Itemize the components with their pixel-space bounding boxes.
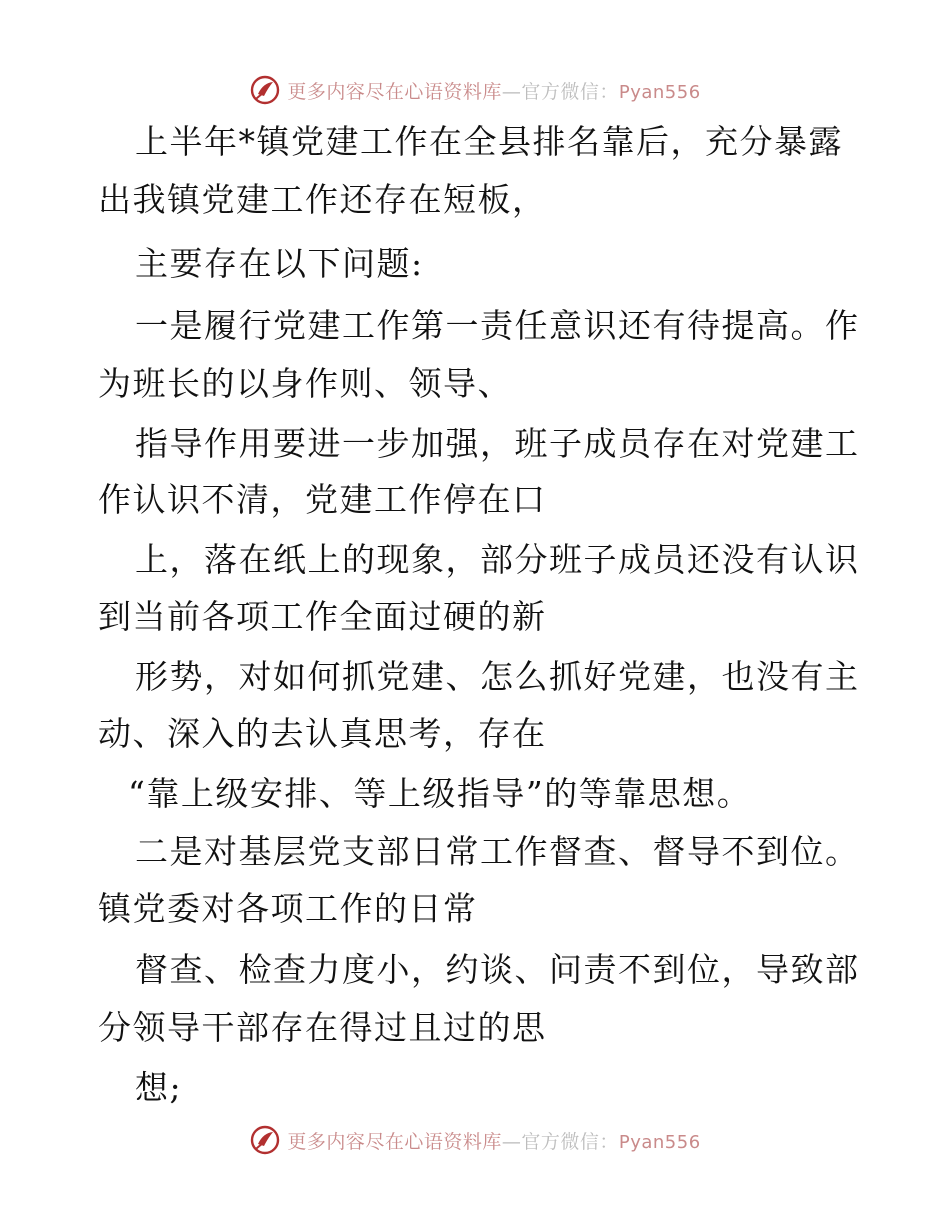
header-banner: [0, 70, 950, 110]
text-line: 主要存在以下问题:: [135, 244, 424, 283]
text-line: 出我镇党建工作还存在短板，: [98, 180, 547, 219]
text-line: 上半年*镇党建工作在全县排名靠后，充分暴露: [135, 122, 843, 161]
text-line: 分领导干部存在得过且过的思: [98, 1008, 547, 1047]
header-wechat-label: 官方微信：: [521, 80, 619, 103]
footer-wechat-id: Pyan556: [618, 1131, 701, 1153]
text-line: “靠上级安排、等上级指导”的等靠思想。: [128, 774, 752, 813]
text-line: 作认识不清，党建工作停在口: [98, 480, 547, 519]
header-wechat-id: Pyan556: [618, 81, 701, 103]
footer-banner: [0, 1120, 950, 1160]
text-line: 想;: [135, 1068, 183, 1107]
text-line: 为班长的以身作则、领导、: [98, 364, 512, 403]
footer-banner-text: [287, 1127, 700, 1154]
text-line: 形势，对如何抓党建、怎么抓好党建，也没有主: [135, 657, 860, 696]
text-line: 上，落在纸上的现象，部分班子成员还没有认识: [135, 540, 860, 579]
text-line: 督查、检查力度小，约谈、问责不到位，导致部: [135, 950, 860, 989]
text-line: 一是履行党建工作第一责任意识还有待提高。作: [135, 306, 860, 345]
footer-brand: 更多内容尽在心语资料库: [287, 1130, 502, 1153]
text-line: 指导作用要进一步加强，班子成员存在对党建工: [135, 424, 860, 463]
header-dash: —: [501, 80, 522, 103]
text-line: 二是对基层党支部日常工作督查、督导不到位。: [135, 832, 860, 871]
header-brand: 更多内容尽在心语资料库: [287, 80, 502, 103]
brand-logo-icon: [249, 74, 281, 106]
text-line: 镇党委对各项工作的日常: [98, 889, 478, 928]
header-banner-text: [287, 77, 700, 104]
text-line: 到当前各项工作全面过硬的新: [98, 597, 547, 636]
footer-wechat-label: 官方微信：: [521, 1130, 619, 1153]
text-line: 动、深入的去认真思考，存在: [98, 714, 547, 753]
brand-logo-icon: [249, 1124, 281, 1156]
footer-dash: —: [501, 1130, 522, 1153]
